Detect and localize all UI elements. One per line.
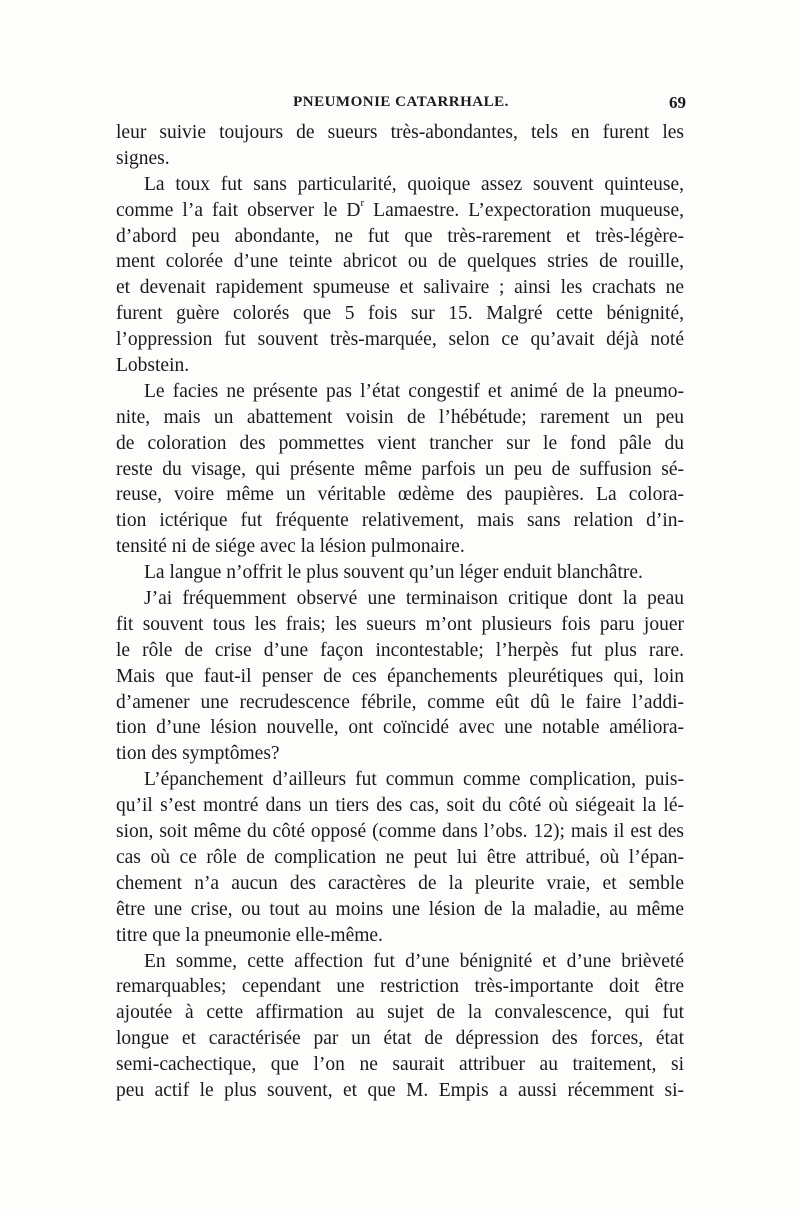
- text-line: semi-cachectique, que l’on ne saurait attribuer au traitement, si: [116, 1054, 684, 1076]
- text-line: titre que la pneumonie elle-même.: [116, 924, 383, 946]
- text-line: En somme, cette affection fut d’une bénignité et d’une brièveté: [144, 950, 684, 972]
- text-line: Mais que faut-il penser de ces épanchements pleurétiques qui, loin: [116, 665, 684, 687]
- text-line: reuse, voire même un véritable œdème des paupières. La colora-: [116, 484, 684, 506]
- text-line: leur suivie toujours de sueurs très-abondantes, tels en furent les: [116, 122, 684, 143]
- running-title: PNEUMONIE CATARRHALE.: [293, 94, 509, 110]
- text-line: cas où ce rôle de complication ne peut lui être attribué, où l’épan-: [116, 846, 684, 868]
- text-line: être une crise, ou tout au moins une lésion de la maladie, au même: [116, 898, 684, 920]
- text-line: de coloration des pommettes vient trancher sur le fond pâle du: [116, 432, 684, 454]
- text-line: qu’il s’est montré dans un tiers des cas, soit du côté où siégeait la lé-: [116, 795, 684, 817]
- text-line: Lobstein.: [116, 355, 190, 377]
- text-line: d’abord peu abondante, ne fut que très-rarement et très-légère-: [116, 225, 684, 247]
- text-line: tion ictérique fut fréquente relativement, mais sans relation d’in-: [116, 510, 684, 532]
- text-line: tion des symptômes?: [116, 743, 280, 765]
- text-line: signes.: [116, 147, 170, 169]
- text-fragment: Lamaestre. L’expectoration muqueuse,: [364, 199, 684, 221]
- text-line: l’oppression fut souvent très-marquée, selon ce qu’avait déjà noté: [116, 329, 684, 351]
- superscript: r: [360, 196, 365, 209]
- body-text: [116, 120, 684, 1104]
- text-line: peu actif le plus souvent, et que M. Empis a aussi récemment si-: [116, 1079, 684, 1101]
- text-line: remarquables; cependant une restriction très-importante doit être: [116, 976, 684, 998]
- text-line: fit souvent tous les frais; les sueurs m’ont plusieurs fois paru jouer: [116, 613, 684, 635]
- text-line: nite, mais un abattement voisin de l’hébétude; rarement un peu: [116, 406, 684, 428]
- text-line: reste du visage, qui présente même parfois un peu de suffusion sé-: [116, 458, 684, 480]
- page-header: [116, 92, 686, 118]
- text-line: [116, 198, 684, 224]
- text-line: furent guère colorés que 5 fois sur 15. Malgré cette bénignité,: [116, 303, 684, 325]
- text-line: et devenait rapidement spumeuse et salivaire ; ainsi les crachats ne: [116, 277, 684, 299]
- text-line: La toux fut sans particularité, quoique assez souvent quinteuse,: [144, 173, 684, 195]
- text-fragment: comme l’a fait observer le D: [116, 199, 361, 221]
- text-line: tensité ni de siége avec la lésion pulmonaire.: [116, 536, 465, 558]
- text-line: le rôle de crise d’une façon incontestable; l’herpès fut plus rare.: [116, 639, 684, 661]
- text-line: Le facies ne présente pas l’état congestif et animé de la pneumo-: [144, 380, 684, 402]
- text-line: d’amener une recrudescence fébrile, comme eût dû le faire l’addi-: [116, 691, 684, 713]
- text-line: La langue n’offrit le plus souvent qu’un léger enduit blanchâtre.: [144, 562, 643, 584]
- text-line: L’épanchement d’ailleurs fut commun comme complication, puis-: [144, 769, 684, 791]
- text-line: tion d’une lésion nouvelle, ont coïncidé avec une notable améliora-: [116, 717, 684, 739]
- text-line: sion, soit même du côté opposé (comme dans l’obs. 12); mais il est des: [116, 821, 684, 843]
- text-line: ment colorée d’une teinte abricot ou de quelques stries de rouille,: [116, 251, 684, 273]
- text-line: chement n’a aucun des caractères de la pleurite vraie, et semble: [116, 872, 684, 894]
- page-number: 69: [669, 93, 686, 112]
- text-line: J’ai fréquemment observé une terminaison critique dont la peau: [144, 588, 684, 610]
- text-line: ajoutée à cette affirmation au sujet de la convalescence, qui fut: [116, 1002, 684, 1024]
- text-line: longue et caractérisée par un état de dépression des forces, état: [116, 1028, 684, 1050]
